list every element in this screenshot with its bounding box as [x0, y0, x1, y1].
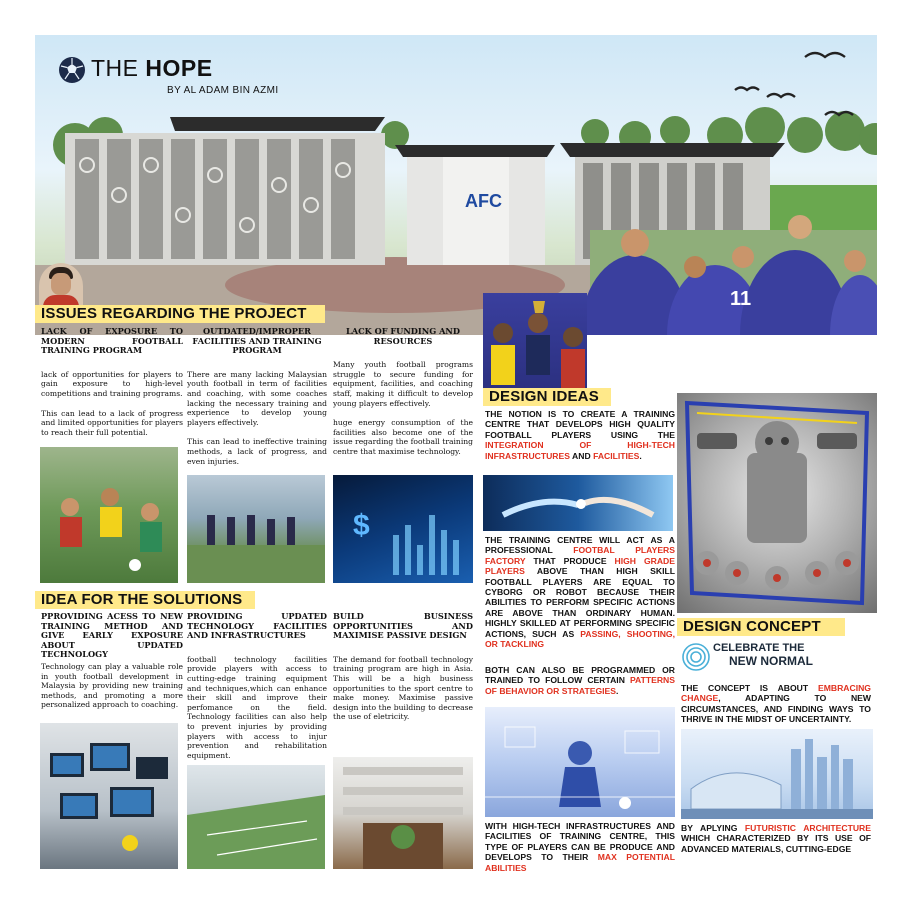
- football-icon: [57, 55, 87, 85]
- design-concept-paragraph-segment: WHICH CHARACTERIZED BY ITS USE OF ADVANCED MATERIALS, CUTTING-EDGE: [681, 833, 871, 854]
- design-ideas-text-1: [485, 409, 675, 461]
- solution-photo-tech-screens: [40, 723, 178, 869]
- design-concept-paragraph-highlight: FUTURISTIC ARCHITECTURE: [744, 823, 871, 833]
- design-ideas-photo-digital-player: [485, 707, 675, 817]
- afc-sign: AFC: [465, 191, 502, 211]
- design-ideas-paragraph-segment: THAT PRODUCE: [525, 555, 615, 566]
- issue-photo-training-ground: [187, 475, 325, 583]
- solution-text: The demand for football technology training program are high in Asia. This will be a high business opportunities to the sport centre to make money. Maximise passive design into the building to decrease the use of eletricity.: [333, 654, 473, 722]
- design-ideas-paragraph-segment: THE NOTION IS TO CREATE A TRAINING CENTRE THAT DEVELOPS HIGH QUALITY FOOTBALL PLAYERS USING THE: [485, 409, 675, 440]
- issue-text: This can lead to a lack of progress and limited opportunities for players to reach their full potential.: [41, 408, 183, 437]
- solutions-heading: IDEA FOR THE SOLUTIONS: [35, 591, 255, 609]
- design-ideas-paragraph-highlight: FOOTBAL PLAYERS FACTORY: [485, 545, 675, 566]
- robot-cyborg-photo: [677, 393, 877, 613]
- issue-title: OUTDATED/IMPROPER FACILITIES AND TRAINING PROGRAM: [192, 326, 322, 356]
- design-ideas-text-3: [485, 665, 675, 696]
- issue-photo-youth-match: [40, 447, 178, 583]
- issue-text: Many youth football programs struggle to secure funding for equipment, facilities, and coaching staff, making it difficult to develop young players effectively.: [333, 360, 473, 408]
- issues-heading: ISSUES REGARDING THE PROJECT: [35, 305, 325, 323]
- design-ideas-paragraph-highlight: PATTERNS OF BEHAVIOR OR STRATEGIES: [485, 675, 675, 696]
- solution-photo-passive-design: [333, 757, 473, 869]
- solution-col-3: [333, 612, 473, 722]
- design-concept-paragraph-segment: , ADAPTING TO NEW CIRCUMSTANCES, AND FINDING WAYS TO THRIVE IN THE MIDST OF UNCERTAINTY.: [681, 693, 871, 725]
- svg-text:$: $: [353, 509, 370, 542]
- issue-photo-digital-finance: [333, 475, 473, 583]
- issue-title: LACK OF EXPOSURE TO MODERN FOOTBALL TRAINING PROGRAM: [41, 326, 183, 356]
- design-ideas-paragraph: [485, 821, 675, 873]
- design-ideas-text-4: [485, 821, 675, 873]
- logo-line-1: CELEBRATE THE: [713, 642, 805, 654]
- poster-board: [35, 35, 877, 873]
- solution-text: Technology can play a valuable role in youth football development in Malaysia by providing new training methods, and promoting a more personalized approach to coaching.: [41, 661, 183, 710]
- solution-title: PPROVIDING ACESS TO NEW TRAINING METHOD AND GIVE EARLY EXPOSURE ABOUT UPDATED TECHNOLOGY: [41, 611, 183, 660]
- design-ideas-paragraph-highlight: PASSING, SHOOTING, OR TACKLING: [485, 628, 675, 650]
- design-ideas-paragraph-segment: BOTH CAN ALSO BE PROGRAMMED OR TRAINED TO FOLLOW CERTAIN: [485, 665, 675, 686]
- solution-col-1: [41, 612, 183, 710]
- design-ideas-paragraph: [485, 535, 675, 649]
- design-ideas-heading: DESIGN IDEAS: [483, 388, 611, 406]
- solution-title: PROVIDING UPDATED TECHNOLOGY FACILITIES AND INFRASTRUCTURES: [187, 611, 327, 641]
- design-ideas-paragraph: [485, 665, 675, 696]
- logo-line-2: NEW NORMAL: [729, 654, 813, 668]
- design-ideas-paragraph-highlight: INTEGRATION OF HIGH-TECH INFRASTRUCTURES: [485, 440, 675, 461]
- design-ideas-paragraph-segment: .: [639, 450, 642, 461]
- kids-trophy-photo: [483, 293, 587, 397]
- issue-text: This can lead to ineffective training methods, a lack of progress, and even injuries.: [187, 437, 327, 466]
- design-ideas-paragraph-segment: WITH HIGH-TECH INFRASTRUCTURES AND FACILITIES OF TRAINING CENTRE, THIS TYPE OF PLAYERS CAN BE PRODUCE AND DEVELOPS TO THEIR: [485, 821, 675, 863]
- issue-col-3: [333, 327, 473, 457]
- author-portrait: [39, 263, 83, 309]
- spiral-icon: [681, 642, 711, 672]
- design-concept-heading: DESIGN CONCEPT: [677, 618, 845, 636]
- design-ideas-paragraph-highlight: HIGH GRADE PLAYERS: [485, 555, 675, 577]
- design-ideas-paragraph-highlight: MAX POTENTIAL ABILITIES: [485, 852, 675, 873]
- design-concept-paragraph-highlight: EMBRACING CHANGE: [681, 683, 871, 704]
- design-concept-paragraph-segment: BY APLYING: [681, 823, 745, 833]
- solution-photo-indoor-pitch: [187, 765, 325, 869]
- issue-col-1: [41, 327, 183, 437]
- issue-title: LACK OF FUNDING AND RESOURCES: [345, 326, 461, 346]
- celebrate-new-normal-logo: [681, 640, 861, 678]
- issue-col-2: [187, 327, 327, 466]
- design-concept-text-1: [681, 683, 871, 725]
- futuristic-city-photo: [681, 729, 873, 819]
- design-ideas-text-2: [485, 535, 675, 649]
- solution-col-2: [187, 612, 327, 760]
- design-concept-paragraph: [681, 823, 871, 854]
- poster-title: THE HOPE: [91, 55, 213, 81]
- solution-title: BUILD BUSINESS OPPORTUNITIES AND MAXIMISE PASSIVE DESIGN: [333, 611, 473, 641]
- hero-render: [35, 35, 877, 335]
- solution-text: football technology facilities provide players with access to cutting-edge training equipment and techniques,which can enhance their skill and improve their perfomance on the field. Technology facilities can also help to prevent injuries by providing players with access to injur prevention and rehabilitation equipment.: [187, 654, 327, 760]
- design-ideas-paragraph-segment: THE TRAINING CENTRE WILL ACT AS A PROFESSIONAL: [485, 535, 675, 556]
- issue-text: There are many lacking Malaysian youth football in term of facilities and coaching, with some coaches lacking the necessary training and experience to develop young players effectively.: [187, 369, 327, 427]
- design-ideas-photo-robot-hand: [483, 475, 673, 531]
- design-concept-text-2: [681, 823, 871, 854]
- design-ideas-paragraph-segment: AND: [569, 450, 594, 461]
- design-ideas-paragraph-segment: .: [615, 685, 619, 696]
- design-ideas-paragraph-segment: ABOVE THAN HIGH SKILL FOOTBALL PLAYERS ARE EQUAL TO CYBORG OR ROBOT BECAUSE THEIR ABILITIES TO PERFORM SPECIFIC ACTIONS ARE ABOVE THAN ORDINARY HUMAN. HIGHLY SKILLED AT PERFORMING SPECIFIC ACTIONS, SUCH AS: [485, 566, 675, 639]
- design-ideas-paragraph: [485, 409, 675, 461]
- design-ideas-paragraph-highlight: FACILITIES: [593, 450, 640, 461]
- svg-text:11: 11: [730, 288, 752, 310]
- issue-text: huge energy consumption of the facilities also become one of the issue regarding the football training centre that maximise technology.: [333, 418, 473, 456]
- design-concept-paragraph: [681, 683, 871, 725]
- poster-author: BY AL ADAM BIN AZMI: [167, 85, 279, 96]
- issue-text: lack of opportunities for players to gain exposure to high-level competitions and training programs.: [41, 369, 183, 398]
- design-concept-paragraph-segment: THE CONCEPT IS ABOUT: [681, 683, 818, 693]
